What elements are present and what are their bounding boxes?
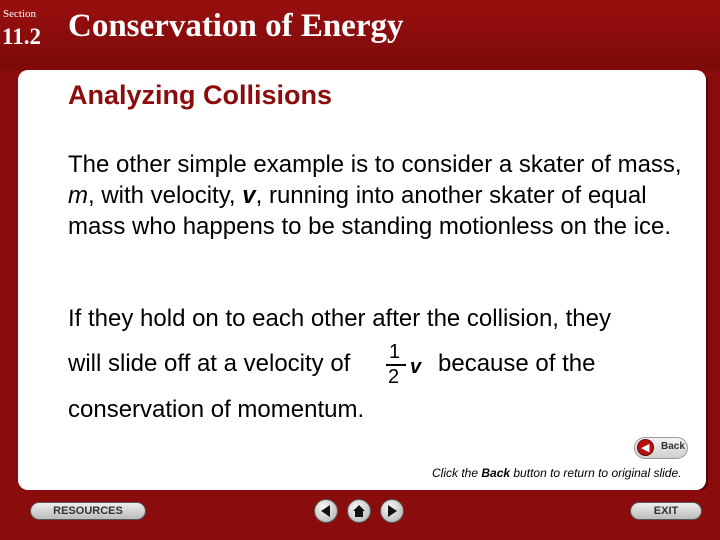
back-instruction-note: Click the Back button to return to original slide. (432, 466, 682, 480)
paragraph-2-line-1: If they hold on to each other after the collision, they (68, 305, 611, 332)
slide-content (18, 70, 706, 490)
header-bar (0, 0, 720, 70)
section-label: Section (3, 8, 36, 20)
previous-arrow-icon[interactable] (314, 499, 338, 523)
exit-button[interactable]: EXIT (630, 502, 702, 520)
fraction-denominator: 2 (388, 366, 400, 388)
paragraph-2-line-2: will slide off at a velocity of (68, 350, 351, 377)
footer-bar (0, 490, 720, 540)
back-button-label: Back (661, 441, 685, 452)
paragraph-2-line-3: conservation of momentum. (68, 396, 365, 423)
back-button[interactable] (634, 437, 688, 459)
section-number: 11.2 (2, 24, 41, 49)
paragraph-2-line-2-end: because of the (438, 350, 596, 377)
next-arrow-icon[interactable] (380, 499, 404, 523)
fraction-variable: v (410, 356, 422, 378)
left-arrow-icon: ◀ (637, 439, 654, 456)
chapter-title: Conservation of Energy (68, 8, 404, 44)
velocity-fraction (386, 342, 426, 388)
paragraph-1: The other simple example is to consider a skater of mass, m, with velocity, v, running into another skater of equal mass who happens to be standing motionless on the ice. (68, 151, 682, 240)
fraction-numerator: 1 (389, 341, 401, 363)
resources-button[interactable]: RESOURCES (30, 502, 146, 520)
slide-heading: Analyzing Collisions (68, 80, 333, 110)
home-icon[interactable] (347, 499, 371, 523)
